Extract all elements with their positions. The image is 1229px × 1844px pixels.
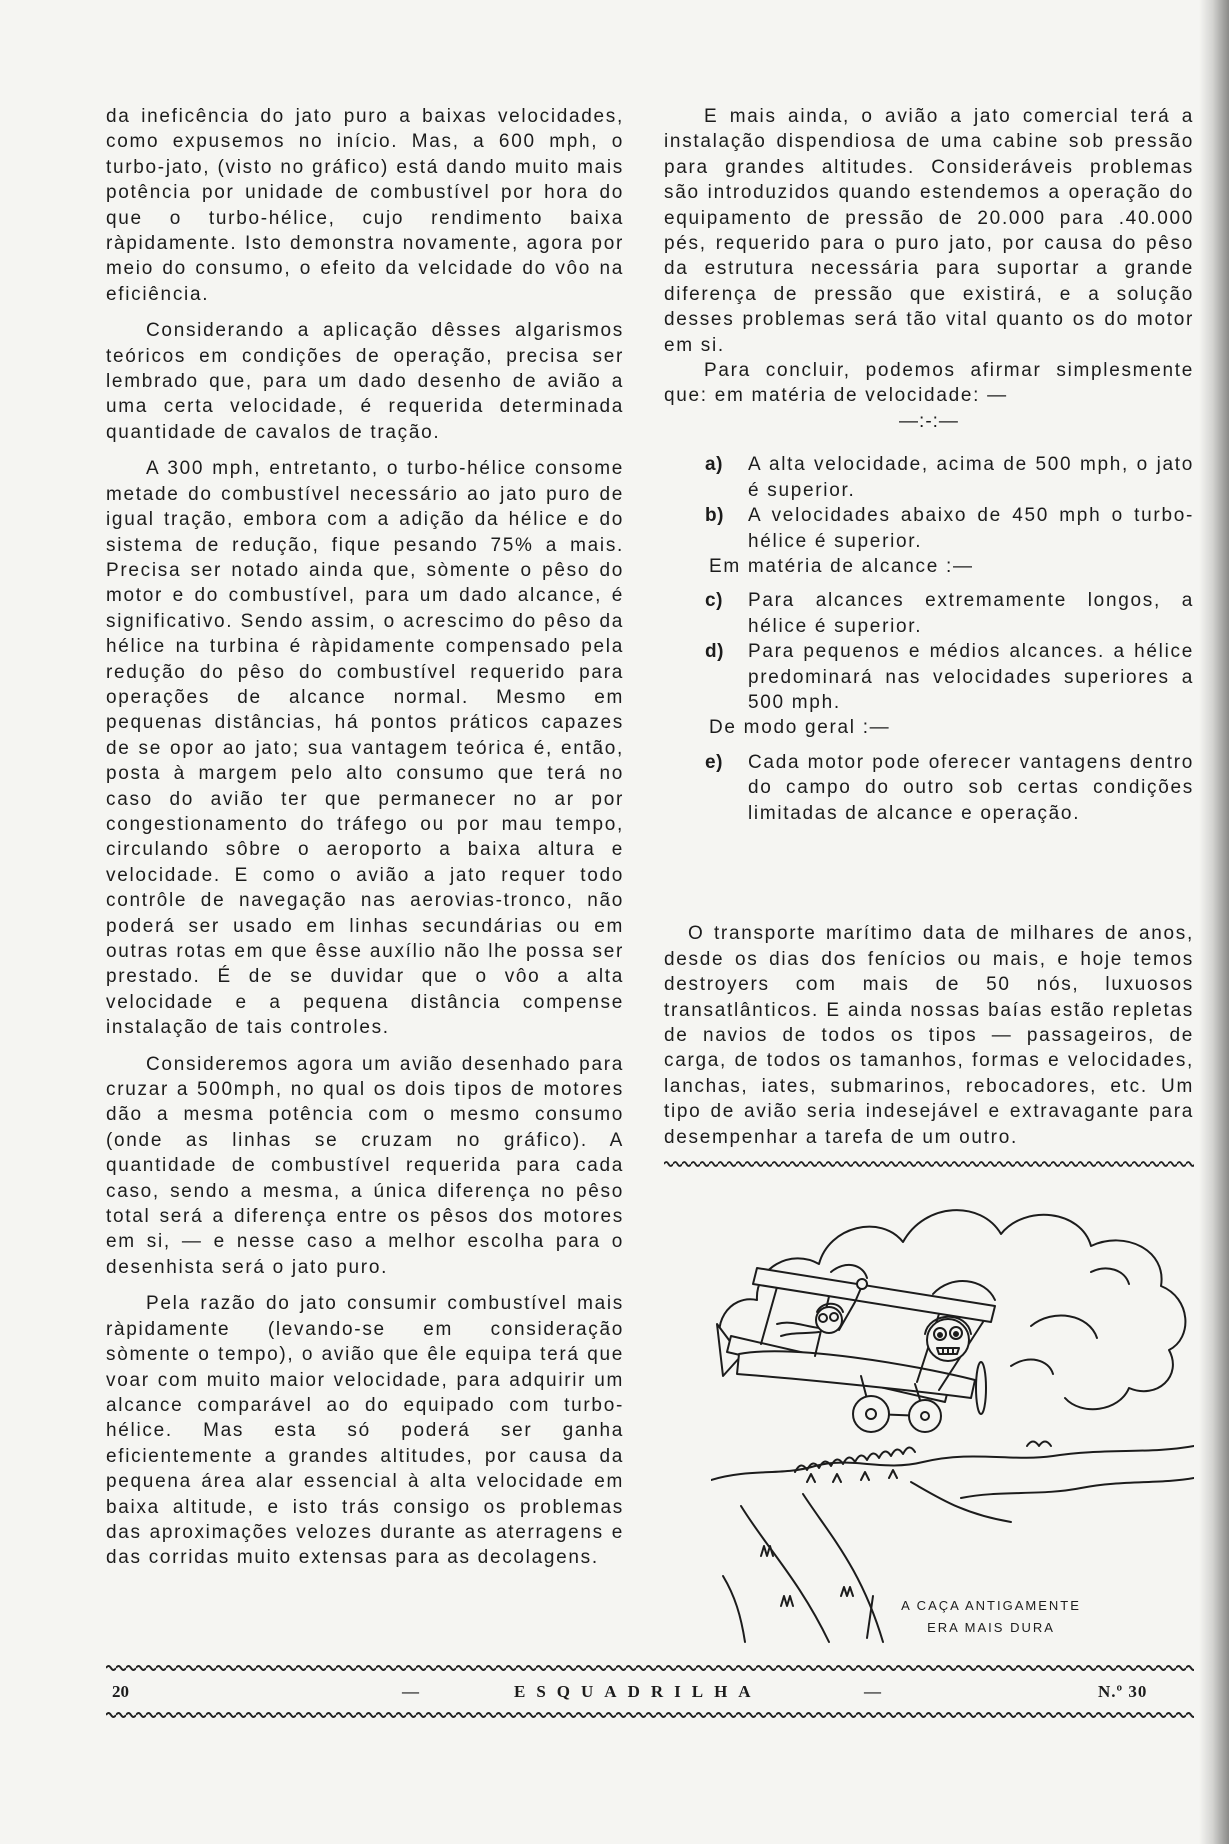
ravine-line <box>911 1482 1011 1522</box>
page-number: 20 <box>112 1682 129 1701</box>
wheel <box>853 1396 889 1432</box>
binding-shadow <box>1199 0 1229 1844</box>
hill-line <box>961 1478 1194 1498</box>
range-heading: Em matéria de alcance :— <box>709 555 974 577</box>
caption-line-2: ERA MAIS DURA <box>927 1620 1055 1635</box>
paragraph: E mais ainda, o avião a jato comercial terá a instalação dispendiosa de uma cabine sob pressão para grandes altitudes. Consideráveis problemas são introduzidos quando estendemos a operação do equipamento de pressão de 20.000 para .40.000 pés, requerido para o puro jato, por causa do pêso da estrutura necessária para suportar a grande diferença de pressão que existirá, e a solução desses problemas será tão vital quanto os do motor em si. <box>664 106 1194 356</box>
paragraph: Para concluir, podemos afirmar simplesmente que: em matéria de velocidade: — <box>664 360 1194 407</box>
magazine-title: ESQUADRILHA <box>514 1682 762 1701</box>
pilot-round-face <box>925 1317 971 1361</box>
footer-dash-right: — <box>864 1682 881 1701</box>
ravine <box>723 1482 1011 1642</box>
footer-top-wavy-rule <box>106 1662 1194 1674</box>
bird-wings <box>1027 1442 1051 1447</box>
list-item-c <box>664 588 1194 639</box>
bush-row <box>795 1447 915 1472</box>
cloud-curl <box>1031 1316 1097 1338</box>
cartoon-illustration <box>711 1176 1194 1646</box>
list-item-a <box>664 452 1194 503</box>
cloud-curl <box>1091 1268 1129 1284</box>
footer-bottom-wavy-rule <box>106 1709 1194 1721</box>
scarf <box>777 1323 819 1336</box>
closing-paragraph: O transporte marítimo data de milhares de anos, desde os dias dos fenícios ou mais, e hoje temos destroyers com mais de 50 nós, luxuosos transatlânticos. E ainda nossas baías estão repletas de navios de todos os tipos — passageiros, de carga, de todos os tamanhos, formas e velocidades, lanchas, iates, submarinos, rebocadores, etc. Um tipo de avião seria indesejável e extravagante para desempenhar a tarefa de um outro. <box>664 923 1194 1148</box>
caption-line-1: A CAÇA ANTIGAMENTE <box>901 1598 1081 1613</box>
paragraph: Pela razão do jato consumir combustível mais ràpidamente (levando-se em consideração sòmente o tempo), o avião que êle equipa terá que voar com muito maior velocidade, para adquirir um alcance comparável ao do equipado com turbo-hélice. Mas esta só poderá ser ganha eficientemente a grandes altitudes, por causa da pequena área alar essencial à alta velocidade em baixa altitude, e isto trás consigo os problemas das aproximações velozes durante as aterragens e das corridas muito extensas para as decolagens. <box>106 1293 624 1569</box>
list-item-e <box>664 750 1194 826</box>
paragraph: Considerando a aplicação dêsses algarismos teóricos em condições de operação, precisa ser lembrado que, para um dado desenho de avião a uma certa velocidade, é requerida determinada quantidade de cavalos de tração. <box>106 320 624 443</box>
upper-wing <box>753 1268 995 1322</box>
issue-number: N.º 30 <box>1098 1682 1148 1701</box>
ravine-line <box>741 1506 829 1642</box>
paragraph-continued: da ineficência do jato puro a baixas velocidades, como expusemos no início. Mas, a 600 mph, o turbo-jato, (visto no gráfico) está dando muito mais potência por unidade de combustível por hora do que o turbo-hélice, cujo rendimento baixa ràpidamente. Isto demonstra novamente, agora por meio do consumo, o efeito da velcidade do vôo na eficiência. <box>106 106 624 305</box>
list-item-text: Para alcances extremamente longos, a hélice é superior. <box>748 590 1194 637</box>
right-column-top <box>664 104 1194 826</box>
list-item-b <box>664 503 1194 554</box>
list-item-label: b) <box>705 505 724 527</box>
section-separator: —:-:— <box>899 410 959 432</box>
cloud-curl <box>831 1265 867 1278</box>
list-item-text: A velocidades abaixo de 450 mph o turbo-hélice é superior. <box>748 505 1194 552</box>
bird <box>1027 1442 1051 1447</box>
ravine-line <box>723 1576 745 1642</box>
footer-dash-left: — <box>402 1682 419 1701</box>
pupil <box>954 1332 958 1336</box>
list-item-text: Cada motor pode oferecer vantagens dentro do campo do outro sob certas condições limitadas de alcance e operação. <box>748 751 1194 824</box>
wavy-divider <box>664 1158 1194 1170</box>
left-column <box>106 104 624 1571</box>
hills <box>711 1446 1194 1498</box>
hill-line <box>711 1446 1194 1480</box>
list-item-text: Para pequenos e médios alcances. a hélice predominará nas velocidades superiores a 500 mph. <box>748 641 1194 713</box>
bush-trunks <box>807 1470 897 1482</box>
list-item-label: d) <box>705 641 724 663</box>
list-item-d <box>664 639 1194 715</box>
hand <box>857 1279 867 1289</box>
cloud-curl <box>1011 1360 1053 1374</box>
paragraph: A 300 mph, entretanto, o turbo-hélice consome metade do combustível necessário ao jato puro de igual tração, embora com a adição da hélice e do sistema de redução, fique pesando 75% a mais. Precisa ser notado ainda que, sòmente o pêso do motor e do combustível, para um dado alcance, é significativo. Sendo assim, o acrescimo do pêso da hélice na turbina é ràpidamente compensado pela redução do pêso do combustível requerido para operações de alcance normal. Mesmo em pequenas distâncias, há pontos práticos capazes de se opor ao jato; sua vantagem teórica é, então, posta à margem pelo alto consumo que terá no caso do avião ter que permanecer no ar por congestionamento do tráfego ou por mau tempo, circulando sôbre o aeroporto a baixa altura e velocidade. E como o avião a jato requer todo contrôle de navegação nas aerovias-tronco, não poderá ser usado em linhas secundárias ou em outras rotas em que êsse auxílio não lhe possa ser prestado. É de se duvidar que o vôo a alta velocidade e a pequena distância compense instalação de tais controles. <box>106 458 624 1039</box>
list-item-text: A alta velocidade, acima de 500 mph, o jato é superior. <box>748 454 1194 501</box>
pupil <box>938 1333 942 1337</box>
general-heading: De modo geral :— <box>709 717 891 739</box>
list-item-label: a) <box>705 454 723 476</box>
propeller <box>976 1362 986 1414</box>
list-item-label: c) <box>705 590 723 612</box>
wheel <box>909 1400 941 1432</box>
paragraph: Consideremos agora um avião desenhado para cruzar a 500mph, no qual os dois tipos de motores dão a mesma potência com o mesmo consumo (onde as linhas se cruzam no gráfico). A quantidade de combustível requerida para cada caso, sendo a mesma, a única diferença no pêso total será a diferença entre os pêsos dos motores em si, — e nesse caso a melhor escolha para o desenhista será o jato puro. <box>106 1053 624 1278</box>
list-item-label: e) <box>705 751 723 773</box>
cartoon-caption <box>867 1596 1081 1638</box>
ravine-line <box>803 1494 883 1642</box>
